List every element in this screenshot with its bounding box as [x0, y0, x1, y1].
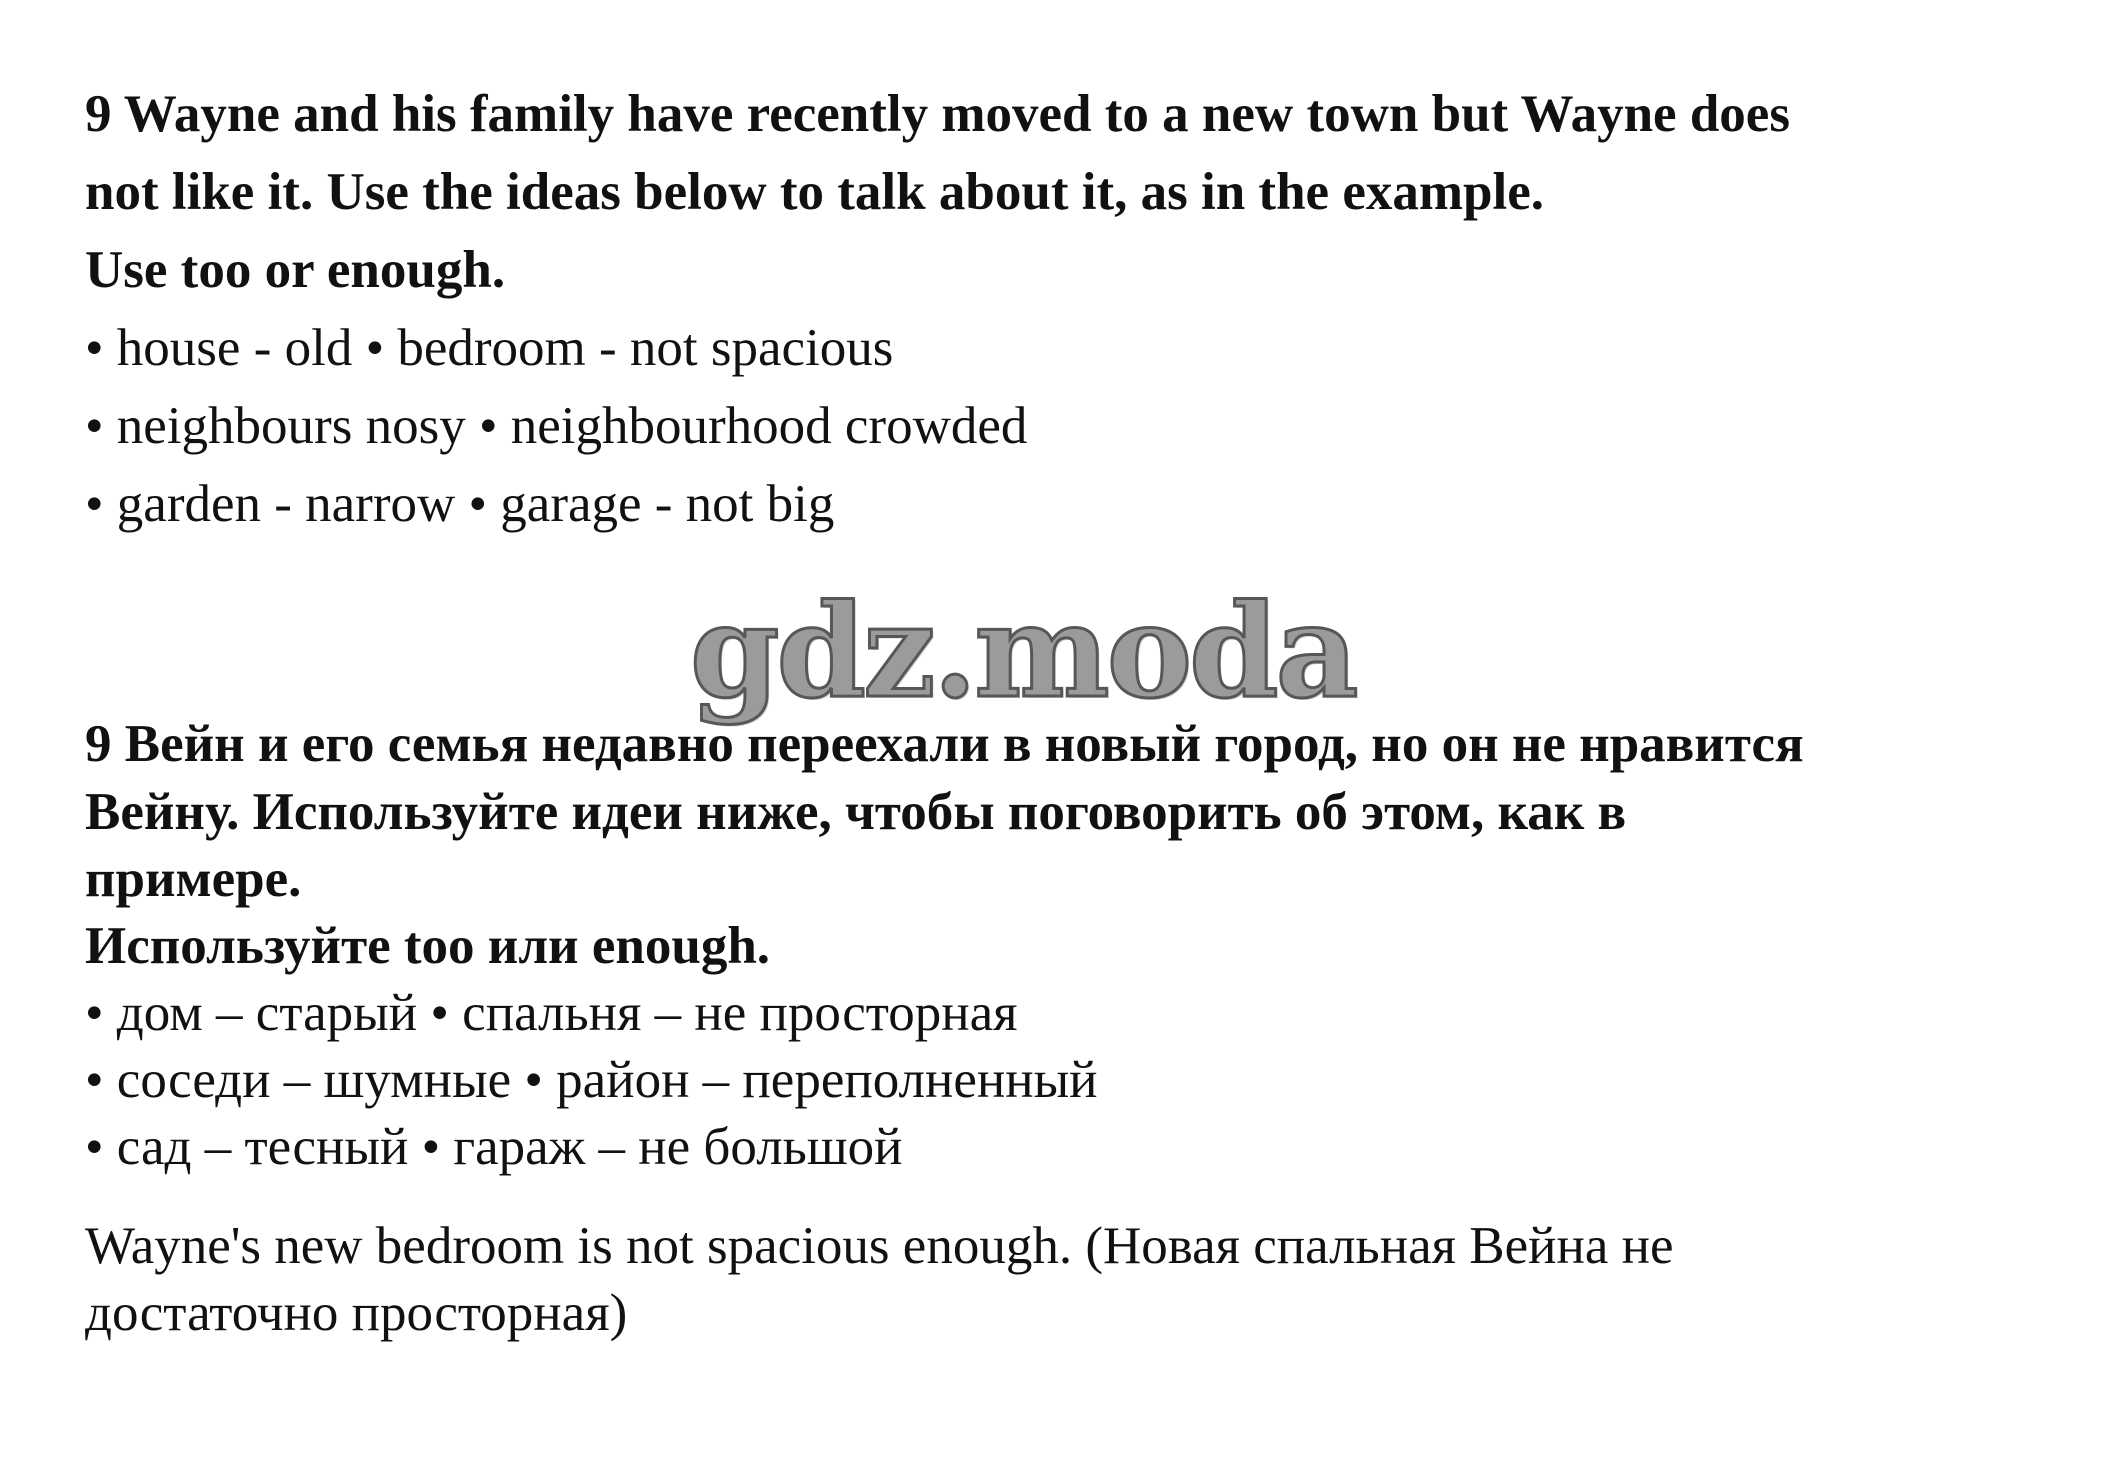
english-bullet-line-3: • garden - narrow • garage - not big [85, 475, 835, 533]
english-bullet-line-2: • neighbours nosy • neighbourhood crowded [85, 397, 1028, 455]
english-title-line-2: not like it. Use the ideas below to talk about it, as in the example. [85, 163, 1544, 221]
english-bullet-line-1: • house - old • bedroom - not spacious [85, 319, 894, 377]
watermark-logo: gdz.moda [690, 577, 1356, 727]
answer-line-2: достаточно просторная) [85, 1284, 628, 1342]
answer-line-1: Wayne's new bedroom is not spacious enough. (Новая спальная Вейна не [85, 1217, 1674, 1275]
russian-bullet-line-1: • дом – старый • спальня – не просторная [85, 984, 1018, 1042]
russian-bullet-line-3: • сад – тесный • гараж – не большой [85, 1118, 903, 1176]
russian-bullet-line-2: • соседи – шумные • район – переполненный [85, 1051, 1098, 1109]
russian-title-line-4: Используйте too или enough. [85, 917, 771, 975]
russian-title-line-2: Вейну. Используйте идеи ниже, чтобы поговорить об этом, как в [85, 783, 1627, 841]
english-title-line-1: 9 Wayne and his family have recently moved to a new town but Wayne does [85, 85, 1790, 143]
english-title-line-3: Use too or enough. [85, 241, 506, 299]
document-page [85, 0, 2045, 1480]
russian-title-line-1: 9 Вейн и его семья недавно переехали в новый город, но он не нравится [85, 715, 1804, 773]
russian-title-line-3: примере. [85, 850, 302, 908]
